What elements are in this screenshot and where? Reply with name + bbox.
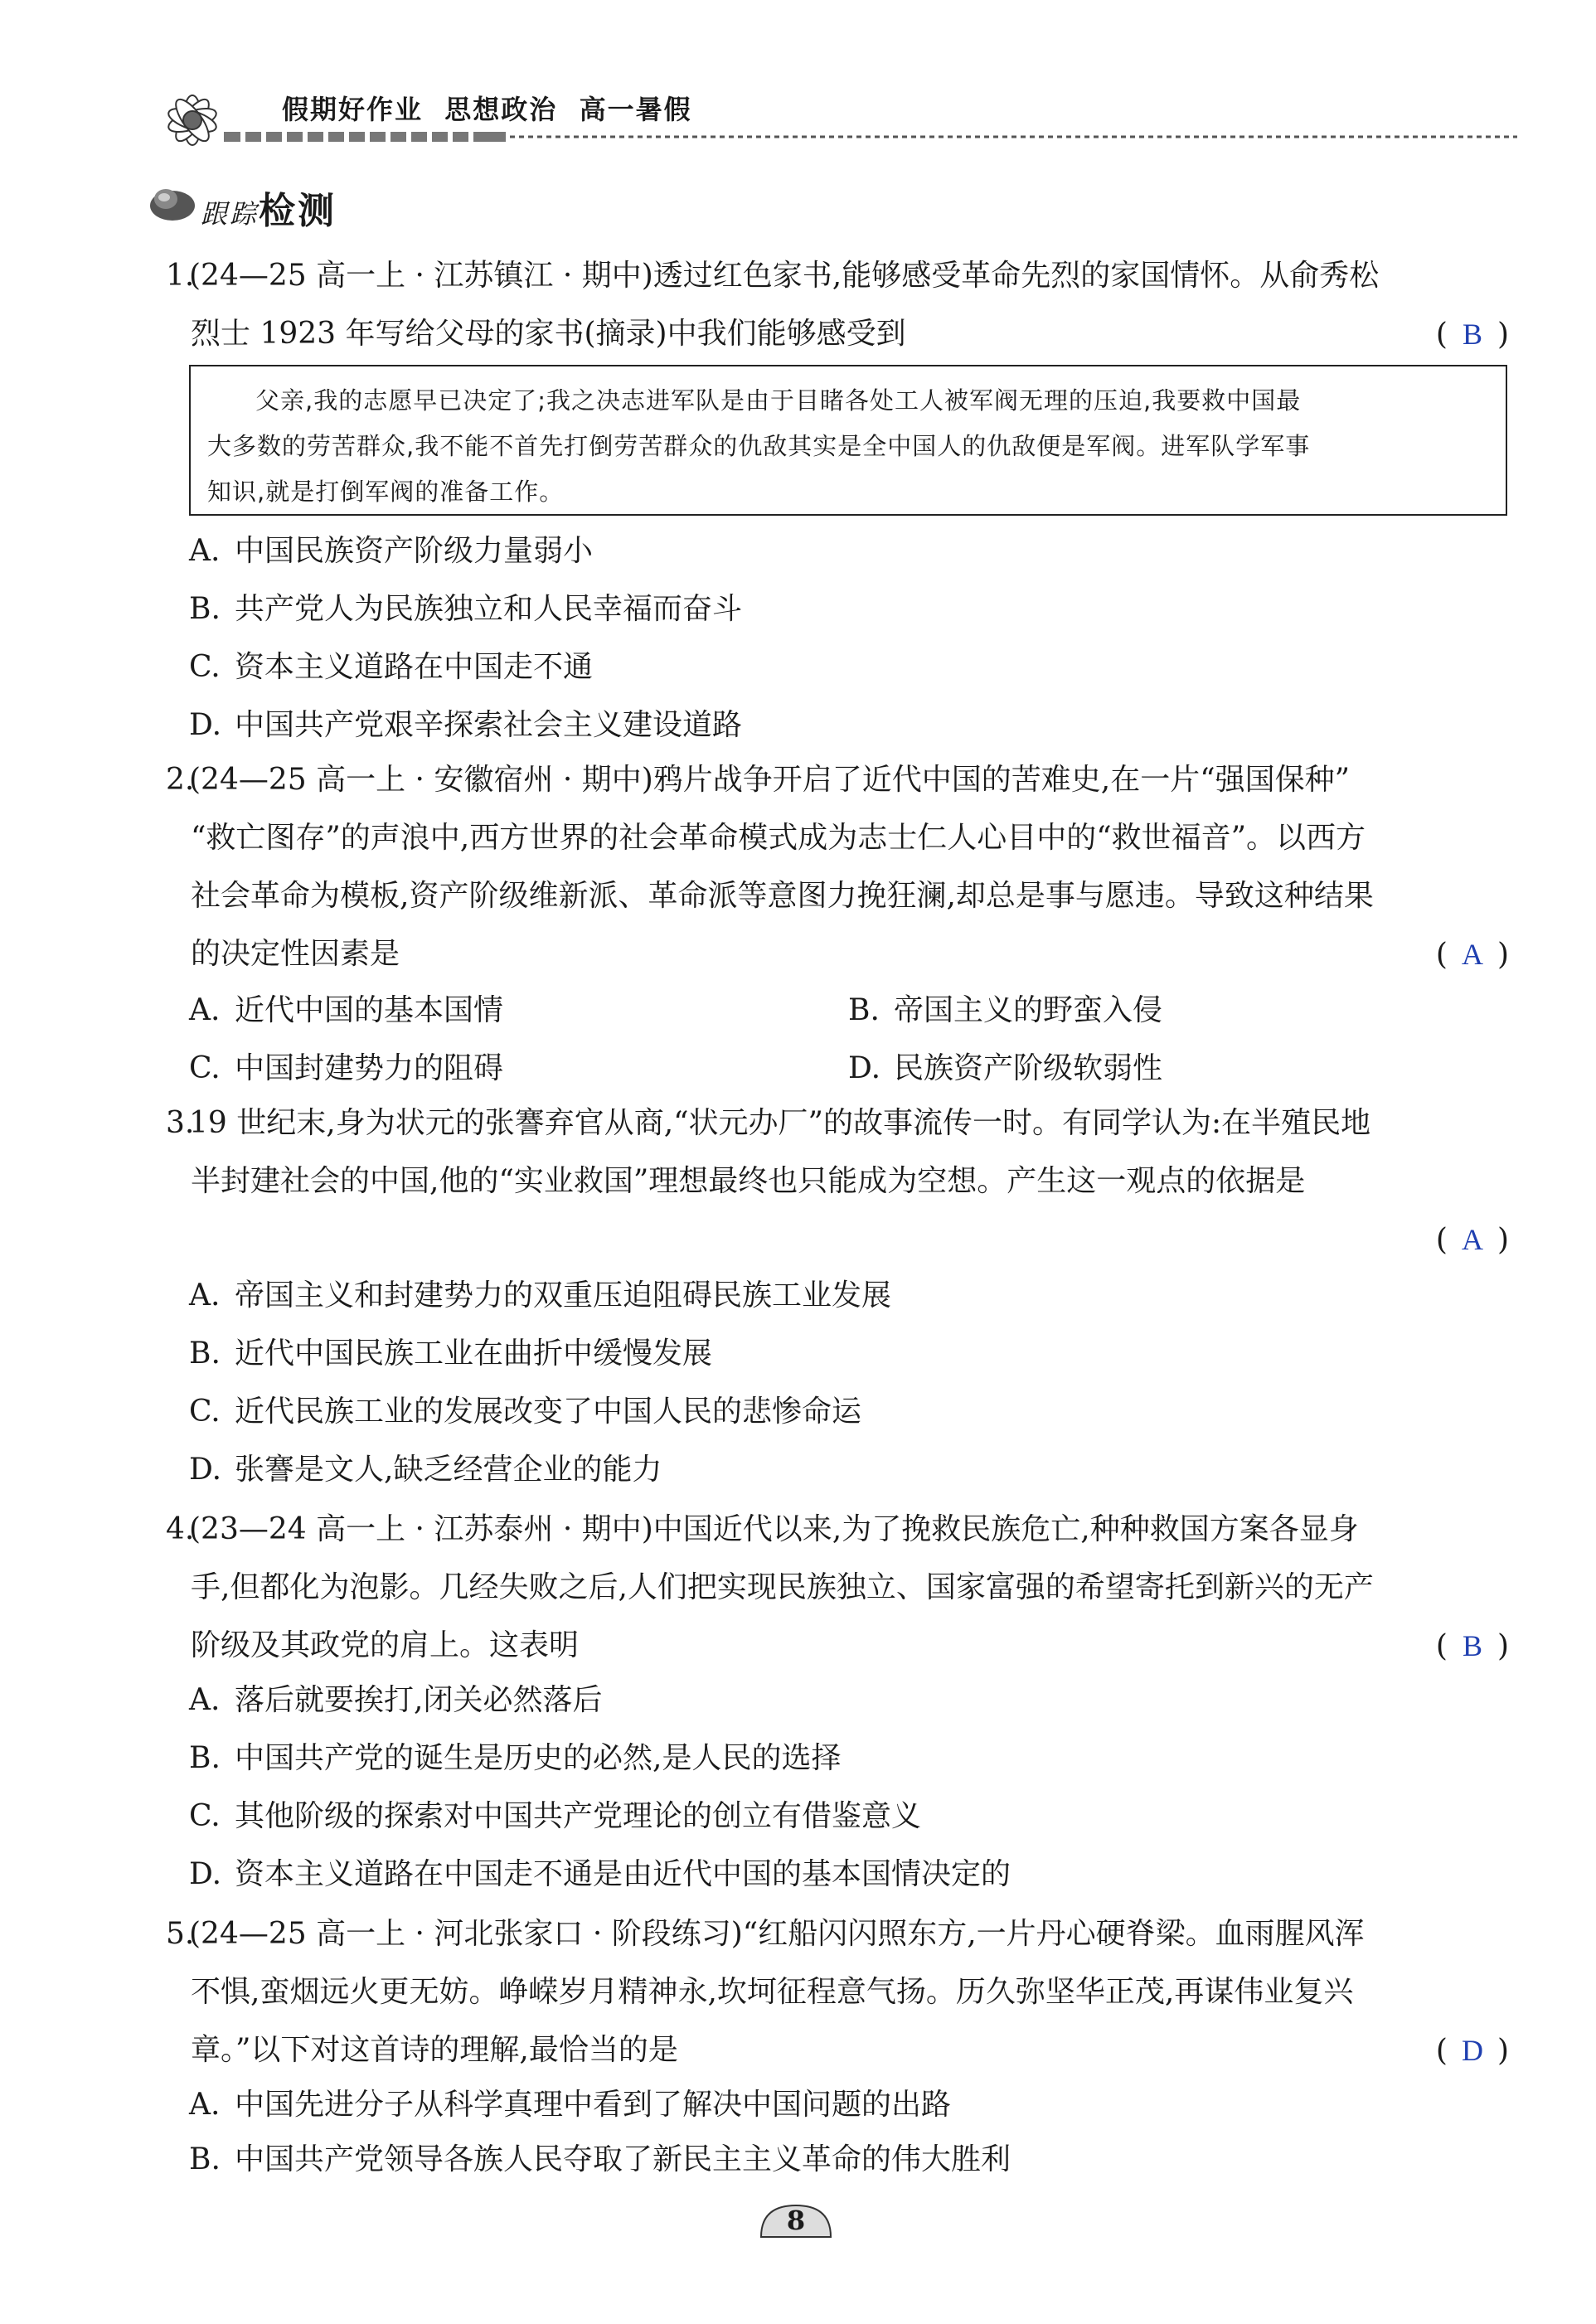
option-a[interactable]: A. 近代中国的基本国情: [189, 993, 504, 1027]
question-text: (24—25 高一上 · 安徽宿州 · 期中)鸦片战争开启了近代中国的苦难史,在一片“强国保种”: [189, 763, 1351, 797]
option-b[interactable]: B. 中国共产党的诞生是历史的必然,是人民的选择: [189, 1741, 842, 1775]
question-text: 阶级及其政党的肩上。这表明: [191, 1628, 580, 1662]
option-b[interactable]: B. 近代中国民族工业在曲折中缓慢发展: [189, 1337, 713, 1371]
answer-letter: A: [1461, 938, 1483, 971]
question-text: 章。”以下对这首诗的理解,最恰当的是: [191, 2033, 678, 2067]
question-text: 烈士 1923 年写给父母的家书(摘录)中我们能够感受到: [191, 317, 906, 351]
answer-bracket: ( B ): [1436, 305, 1509, 364]
option-b[interactable]: B. 帝国主义的野蛮入侵: [848, 993, 1163, 1027]
question-4: [166, 1501, 1509, 1675]
excerpt-line: 大多数的劳苦群众,我不能不首先打倒劳苦群众的仇敌其实是全中国人的仇敌便是军阀。进军队学军事: [207, 432, 1311, 460]
header-title: 假期好作业 思想政治 高一暑假: [282, 94, 692, 125]
question-text: 不惧,蛮烟远火更无妨。峥嵘岁月精神永,坎坷征程意气扬。历久弥坚华正茂,再谋伟业复兴: [191, 1975, 1354, 2009]
letter-excerpt-box: [189, 365, 1507, 516]
question-number: 5.: [166, 1917, 195, 1951]
answer-bracket: ( B ): [1436, 1617, 1509, 1676]
question-number: 3.: [166, 1106, 195, 1140]
question-text: 手,但都化为泡影。几经失败之后,人们把实现民族独立、国家富强的希望寄托到新兴的无产: [191, 1570, 1374, 1604]
section-title-main: 检测: [259, 190, 337, 232]
question-text: (24—25 高一上 · 河北张家口 · 阶段练习)“红船闪闪照东方,一片丹心硬脊梁。血雨腥风浑: [189, 1917, 1365, 1951]
answer-letter: A: [1461, 1223, 1483, 1256]
answer-bracket: ( D ): [1436, 2021, 1509, 2080]
header-rule: [224, 130, 1517, 143]
question-number: 1.: [166, 259, 195, 293]
option-a[interactable]: A. 中国民族资产阶级力量弱小: [189, 534, 594, 568]
page-header: [141, 79, 1517, 162]
answer-bracket: ( A ): [1436, 925, 1509, 984]
question-text: (24—25 高一上 · 江苏镇江 · 期中)透过红色家书,能够感受革命先烈的家国情怀。从俞秀松: [189, 259, 1380, 293]
answer-bracket: ( A ): [1436, 1211, 1509, 1269]
answer-letter: B: [1462, 1629, 1482, 1662]
answer-letter: D: [1461, 2034, 1483, 2067]
option-d[interactable]: D. 张謇是文人,缺乏经营企业的能力: [189, 1453, 662, 1487]
excerpt-line: 知识,就是打倒军阀的准备工作。: [207, 478, 565, 506]
option-a[interactable]: A. 落后就要挨打,闭关必然落后: [189, 1683, 603, 1717]
page-number: 8: [754, 2199, 837, 2242]
question-text: 半封建社会的中国,他的“实业救国”理想最终也只能成为空想。产生这一观点的依据是: [191, 1164, 1306, 1198]
question-text: 的决定性因素是: [191, 937, 400, 971]
question-number: 4.: [166, 1512, 195, 1546]
cloud-icon: [148, 182, 199, 224]
section-title-small: 跟踪: [201, 198, 260, 230]
option-a[interactable]: A. 帝国主义和封建势力的双重压迫阻碍民族工业发展: [189, 1278, 892, 1312]
flower-icon: [141, 79, 249, 162]
excerpt-line: 父亲,我的志愿早已决定了;我之决志进军队是由于目睹各处工人被军阀无理的压迫,我要救中国最: [255, 386, 1302, 415]
option-a[interactable]: A. 中国先进分子从科学真理中看到了解决中国问题的出路: [189, 2088, 952, 2122]
question-text: 社会革命为模板,资产阶级维新派、革命派等意图力挽狂澜,却总是事与愿违。导致这种结果: [191, 879, 1374, 913]
option-c[interactable]: C. 其他阶级的探索对中国共产党理论的创立有借鉴意义: [189, 1799, 922, 1833]
option-d[interactable]: D. 资本主义道路在中国走不通是由近代中国的基本国情决定的: [189, 1857, 1011, 1891]
option-c[interactable]: C. 近代民族工业的发展改变了中国人民的悲惨命运: [189, 1395, 862, 1429]
section-heading: [148, 181, 645, 230]
question-5: [166, 1905, 1509, 2079]
answer-letter: B: [1462, 318, 1482, 351]
option-b[interactable]: B. 中国共产党领导各族人民夺取了新民主主义革命的伟大胜利: [189, 2142, 1011, 2176]
question-text: 19 世纪末,身为状元的张謇弃官从商,“状元办厂”的故事流传一时。有同学认为:在半殖民地: [189, 1106, 1371, 1140]
question-3: [166, 1094, 1509, 1257]
question-number: 2.: [166, 763, 195, 797]
option-d[interactable]: D. 民族资产阶级软弱性: [848, 1051, 1163, 1085]
question-1: [166, 247, 1509, 363]
option-c[interactable]: C. 中国封建势力的阻碍: [189, 1051, 504, 1085]
question-text: “救亡图存”的声浪中,西方世界的社会革命模式成为志士仁人心目中的“救世福音”。以西方: [191, 821, 1366, 855]
option-d[interactable]: D. 中国共产党艰辛探索社会主义建设道路: [189, 708, 743, 742]
option-c[interactable]: C. 资本主义道路在中国走不通: [189, 650, 594, 684]
option-b[interactable]: B. 共产党人为民族独立和人民幸福而奋斗: [189, 592, 743, 626]
question-2: [166, 751, 1509, 983]
question-text: (23—24 高一上 · 江苏泰州 · 期中)中国近代以来,为了挽救民族危亡,种种救国方案各显身: [189, 1512, 1359, 1546]
